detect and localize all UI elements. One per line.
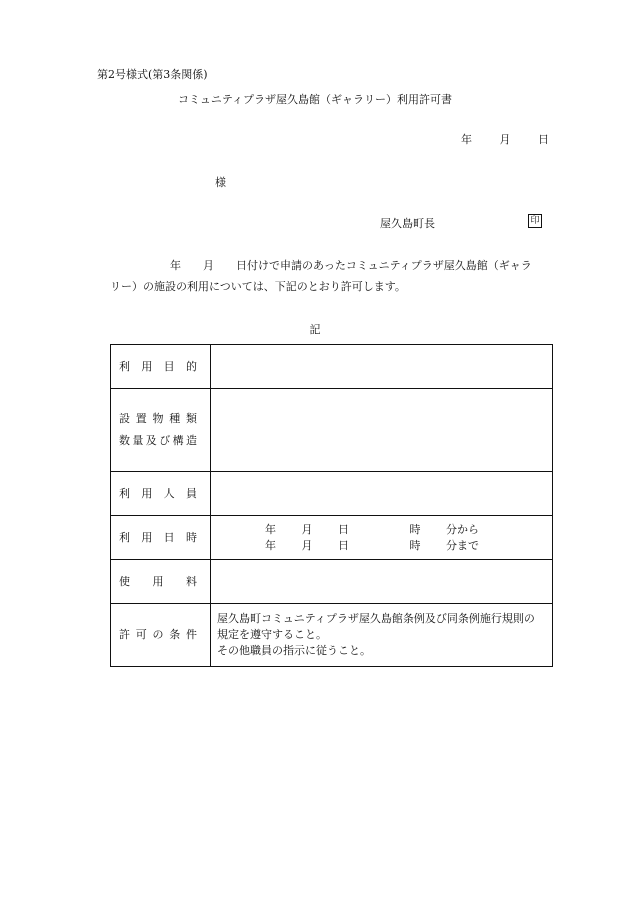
row-facility bbox=[111, 389, 553, 472]
purpose-label: 利用目的 bbox=[119, 359, 197, 373]
date-year: 年 bbox=[461, 133, 472, 146]
from-year: 年 bbox=[265, 522, 276, 536]
datetime-value-cell[interactable] bbox=[211, 516, 553, 560]
people-label-cell bbox=[111, 472, 211, 516]
addressee-honorific: 様 bbox=[215, 176, 226, 189]
fee-label-cell bbox=[111, 560, 211, 604]
fee-value-cell[interactable] bbox=[211, 560, 553, 604]
conditions-label: 許可の条件 bbox=[119, 628, 197, 641]
issue-date bbox=[461, 131, 549, 147]
from-day: 日 bbox=[338, 522, 349, 536]
body-line-2: リー）の施設の利用については、下記のとおり許可します。 bbox=[110, 280, 406, 293]
date-day: 日 bbox=[538, 133, 549, 146]
body-line-1: 年 月 日付けで申請のあったコミュニティプラザ屋久島館（ギャラ bbox=[170, 259, 532, 272]
from-hour: 時 bbox=[409, 522, 421, 536]
ki-heading: 記 bbox=[309, 323, 321, 336]
to-month: 月 bbox=[301, 538, 313, 552]
issuer-name: 屋久島町長 bbox=[380, 217, 435, 230]
conditions-label-cell bbox=[111, 604, 211, 667]
from-minute: 分から bbox=[446, 522, 479, 536]
datetime-from bbox=[217, 522, 552, 538]
facility-label-1: 設置物種類 bbox=[119, 412, 197, 425]
row-purpose bbox=[111, 345, 553, 389]
datetime-to bbox=[217, 538, 552, 554]
to-hour: 時 bbox=[409, 538, 421, 552]
row-fee bbox=[111, 560, 553, 604]
conditions-line-3: その他職員の指示に従うこと。 bbox=[217, 644, 371, 657]
facility-label-2: 数量及び構造 bbox=[119, 434, 197, 447]
facility-value-cell[interactable] bbox=[211, 389, 553, 472]
form-number: 第2号様式(第3条関係) bbox=[97, 68, 208, 81]
to-minute: 分まで bbox=[446, 538, 479, 552]
purpose-value-cell[interactable] bbox=[211, 345, 553, 389]
from-month: 月 bbox=[301, 522, 313, 536]
to-day: 日 bbox=[338, 538, 349, 552]
conditions-line-2: 規定を遵守すること。 bbox=[217, 628, 327, 641]
date-month: 月 bbox=[499, 133, 511, 146]
people-label: 利用人員 bbox=[119, 486, 197, 500]
body-text bbox=[110, 255, 580, 297]
seal-mark: 印 bbox=[528, 214, 542, 228]
row-datetime bbox=[111, 516, 553, 560]
fee-label: 使用料 bbox=[119, 574, 197, 588]
datetime-label-cell bbox=[111, 516, 211, 560]
conditions-line-1: 屋久島町コミュニティプラザ屋久島館条例及び同条例施行規則の bbox=[217, 612, 535, 625]
to-year: 年 bbox=[265, 538, 276, 552]
datetime-label: 利用日時 bbox=[119, 530, 197, 544]
row-people bbox=[111, 472, 553, 516]
document-title: コミュニティプラザ屋久島館（ギャラリー）利用許可書 bbox=[178, 93, 452, 106]
conditions-value-cell bbox=[211, 604, 553, 667]
purpose-label-cell bbox=[111, 345, 211, 389]
people-value-cell[interactable] bbox=[211, 472, 553, 516]
details-table bbox=[110, 344, 553, 667]
row-conditions bbox=[111, 604, 553, 667]
facility-label-cell bbox=[111, 389, 211, 472]
